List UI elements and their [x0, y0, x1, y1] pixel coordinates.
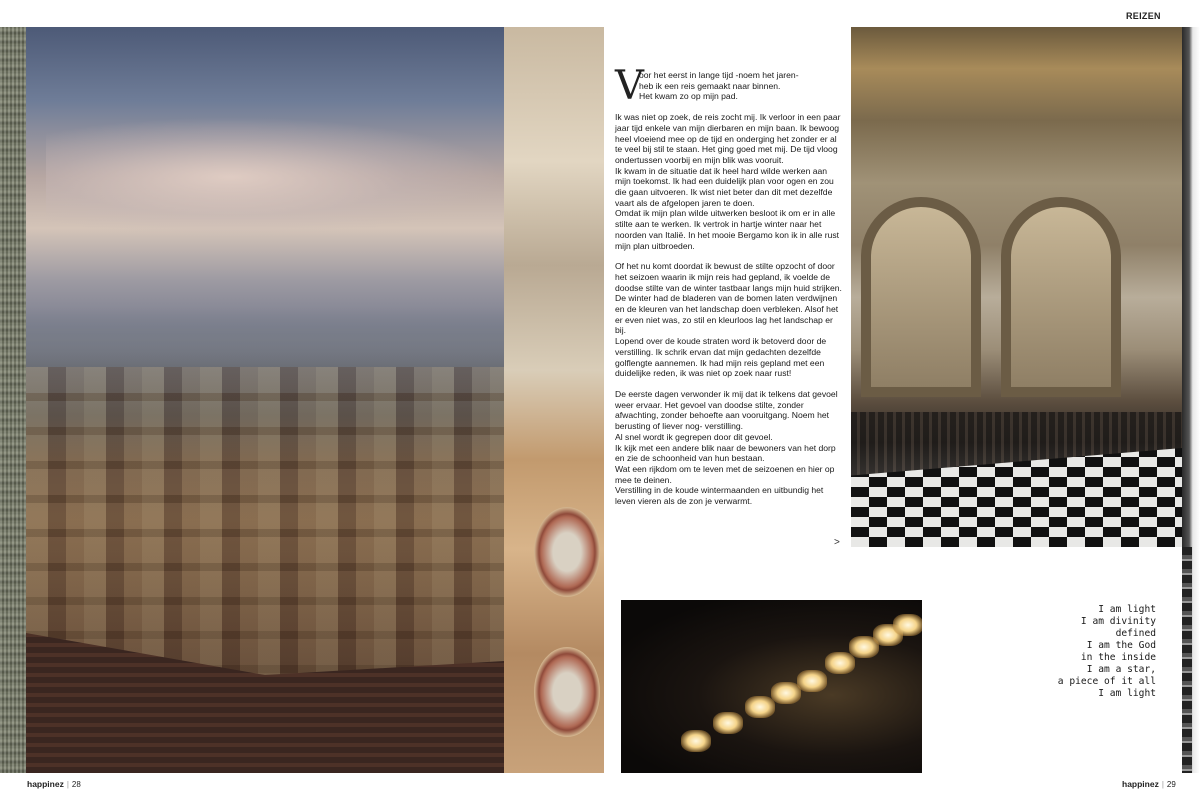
candle-flame	[713, 712, 743, 734]
article-paragraph: Wat een rijkdom om te leven met de seizoenen en hier op mee te deinen.	[615, 463, 835, 485]
article-paragraph: Ik kwam in de situatie dat ik heel hard wilde werken aan mijn toekomst. Ik had een duidelijk plan voor ogen en zou die gaan uitvoeren. Ik wist niet beter dan dit met dezelfde vaart als de afgelopen jaren te doen.	[615, 165, 834, 208]
candle-flame	[745, 696, 775, 718]
magazine-brand: happinez	[27, 779, 64, 789]
candle-flame	[797, 670, 827, 692]
church-arch	[861, 197, 981, 397]
poem-line: I am light	[1098, 604, 1156, 615]
poem-line: I am the God	[1086, 640, 1156, 651]
poem	[1010, 604, 1156, 700]
page-number: 29	[1166, 780, 1176, 789]
poem-line: in the inside	[1080, 652, 1156, 663]
article-paragraph: Lopend over de koude straten word ik betoverd door de verstilling. Ik schrik ervan dat mijn gedachten dezelfde golflengte aannemen. Ik had mijn reis gepland met een duidelijke reden, ik was niet op zoek naar rust!	[615, 336, 827, 379]
horizon-haze	[26, 307, 504, 367]
clouds	[46, 117, 504, 237]
basilica-interior-photo	[851, 27, 1182, 547]
intro-line: heb ik een reis gemaakt naar binnen.	[639, 80, 781, 91]
fresco-medallion	[534, 647, 600, 737]
poem-line: I am light	[1098, 688, 1156, 699]
decorative-border-image	[0, 27, 26, 773]
poem-line: I am a star,	[1086, 664, 1156, 675]
candles-photo	[621, 600, 922, 773]
article-paragraph: Al snel wordt ik gegrepen door dit gevoel.	[615, 431, 773, 442]
candle-flame	[681, 730, 711, 752]
poem-line: a piece of it all	[1057, 676, 1156, 687]
page-footer-left: happinez | 28	[27, 779, 81, 789]
continue-arrow-icon: >	[834, 537, 840, 548]
article-paragraph: Of het nu komt doordat ik bewust de stilte opzocht of door het seizoen waarin ik mijn reis had gepland, ik voelde de doodse stilte van de winter tastbaar langs mijn huid strijken. De winter had de bladeren van de bomen laten verdwijnen en de kleuren van het landschap doen verbleken. Alsof het er even niet was, zo stil en kleurloos lag het landschap er bij.	[615, 261, 842, 336]
article-paragraph: Omdat ik mijn plan wilde uitwerken besloot ik om er in alle stilte aan te werken. Ik vertrok in hartje winter naar het noorden van Italië. In het mooie Bergamo kon ik in alle rust mijn plan uitbroeden.	[615, 208, 840, 251]
section-label: REIZEN	[1126, 11, 1161, 21]
fresco-medallion	[534, 507, 600, 597]
article-paragraph: Verstilling in de koude wintermaanden en uitbundig het leven vieren als de zon je verwarmt.	[615, 485, 824, 507]
poem-line: defined	[1115, 628, 1156, 639]
article-paragraph: Ik was niet op zoek, de reis zocht mij. Ik verloor in een paar jaar tijd enkele van mijn dierbaren en mijn baan. Ik bewoog heel vloeiend mee op de tijd en onderging het zonder er al te veel bij stil te staan. Het ging goed met mij. De tijd vloog ondertussen voorbij en mijn blik was vooruit.	[615, 112, 841, 165]
fresco-wall-photo	[504, 27, 604, 773]
intro-line: Het kwam zo op mijn pad.	[639, 91, 738, 102]
candle-flame	[825, 652, 855, 674]
drop-cap: V	[615, 63, 644, 109]
article-paragraph: Ik kijk met een andere blik naar de bewoners van het dorp en zie de schoonheid van hun bestaan.	[615, 442, 836, 464]
magazine-brand: happinez	[1122, 779, 1159, 789]
city-buildings	[26, 367, 504, 687]
article-body	[615, 63, 845, 507]
decorative-edge-image	[1182, 27, 1200, 773]
article-paragraph: De eerste dagen verwonder ik mij dat ik telkens dat gevoel weer ervaar. Het gevoel van doodse stilte, zonder afwachting, zonder behoefte aan vooruitgang. Noem het berusting of liever nog- verstilling.	[615, 388, 838, 432]
page-footer-right: happinez | 29	[1122, 779, 1176, 789]
article-intro	[615, 63, 845, 109]
poem-line: I am divinity	[1080, 616, 1156, 627]
page-number: 28	[71, 780, 81, 789]
intro-line: oor het eerst in lange tijd -noem het jaren-	[639, 70, 799, 80]
candle-flame	[893, 614, 922, 636]
church-arch	[1001, 197, 1121, 397]
bergamo-city-photo	[26, 27, 504, 773]
